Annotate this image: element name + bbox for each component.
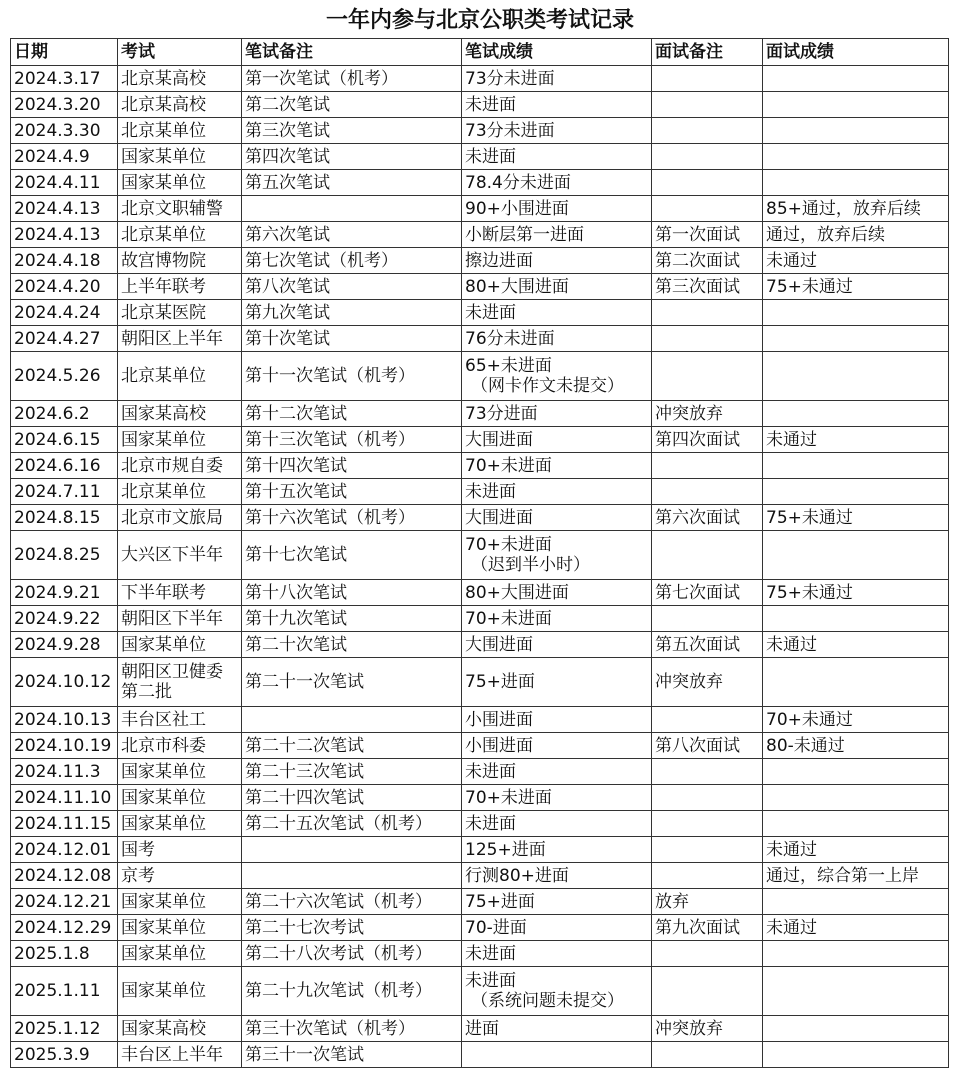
date-cell: 2024.11.10 — [11, 785, 118, 811]
interview-note-cell — [652, 811, 763, 837]
date-cell: 2024.10.12 — [11, 658, 118, 707]
exam-cell: 国家某单位 — [118, 170, 242, 196]
written-score-cell: 小围进面 — [462, 733, 652, 759]
interview-score-cell: 未通过 — [763, 837, 949, 863]
written-score-cell: 未进面 — [462, 811, 652, 837]
interview-score-cell — [763, 531, 949, 580]
interview-score-cell — [763, 658, 949, 707]
exam-cell: 国家某单位 — [118, 811, 242, 837]
interview-note-cell — [652, 352, 763, 401]
interview-score-cell — [763, 401, 949, 427]
table-row — [11, 453, 949, 479]
written-score-cell: 80+大围进面 — [462, 274, 652, 300]
table-row — [11, 632, 949, 658]
exam-cell: 国家某单位 — [118, 144, 242, 170]
exam-cell: 国家某单位 — [118, 941, 242, 967]
interview-score-cell — [763, 889, 949, 915]
interview-score-cell: 80-未通过 — [763, 733, 949, 759]
written-score-cell: 大围进面 — [462, 632, 652, 658]
exam-cell: 国家某单位 — [118, 785, 242, 811]
interview-note-cell: 冲突放弃 — [652, 1016, 763, 1042]
written-score-cell: 大围进面 — [462, 505, 652, 531]
table-header-row — [11, 39, 949, 66]
date-cell: 2024.3.20 — [11, 92, 118, 118]
written-note-cell: 第二十五次笔试（机考） — [242, 811, 462, 837]
exam-cell: 国家某高校 — [118, 401, 242, 427]
table-row — [11, 352, 949, 401]
table-row — [11, 222, 949, 248]
table-row — [11, 274, 949, 300]
written-score-cell: 进面 — [462, 1016, 652, 1042]
written-note-cell — [242, 863, 462, 889]
written-score-cell: 未进面 — [462, 759, 652, 785]
interview-score-cell — [763, 967, 949, 1016]
exam-cell: 北京某单位 — [118, 479, 242, 505]
written-note-cell — [242, 196, 462, 222]
date-cell: 2024.9.22 — [11, 606, 118, 632]
exam-cell: 北京某单位 — [118, 118, 242, 144]
table-row — [11, 326, 949, 352]
table-row — [11, 759, 949, 785]
date-cell: 2024.4.11 — [11, 170, 118, 196]
written-note-cell: 第二十三次笔试 — [242, 759, 462, 785]
exam-cell: 大兴区下半年 — [118, 531, 242, 580]
exam-cell: 丰台区社工 — [118, 707, 242, 733]
table-row — [11, 401, 949, 427]
exam-cell: 国家某单位 — [118, 889, 242, 915]
interview-note-cell: 冲突放弃 — [652, 401, 763, 427]
exam-cell: 上半年联考 — [118, 274, 242, 300]
exam-cell: 国家某单位 — [118, 632, 242, 658]
table-row — [11, 1042, 949, 1068]
date-cell: 2024.7.11 — [11, 479, 118, 505]
interview-score-cell: 未通过 — [763, 248, 949, 274]
date-cell: 2024.9.28 — [11, 632, 118, 658]
date-cell: 2024.12.01 — [11, 837, 118, 863]
interview-score-cell: 未通过 — [763, 427, 949, 453]
interview-score-cell — [763, 1042, 949, 1068]
date-cell: 2024.3.30 — [11, 118, 118, 144]
date-cell: 2024.11.3 — [11, 759, 118, 785]
interview-score-cell — [763, 759, 949, 785]
exam-cell: 故宫博物院 — [118, 248, 242, 274]
interview-note-cell: 第九次面试 — [652, 915, 763, 941]
interview-note-cell — [652, 66, 763, 92]
written-score-cell: 小断层第一进面 — [462, 222, 652, 248]
table-row — [11, 733, 949, 759]
date-cell: 2024.12.29 — [11, 915, 118, 941]
table-row — [11, 915, 949, 941]
header-interview-note: 面试备注 — [652, 39, 763, 66]
written-score-cell: 78.4分未进面 — [462, 170, 652, 196]
date-cell: 2024.6.15 — [11, 427, 118, 453]
written-note-cell: 第三十一次笔试 — [242, 1042, 462, 1068]
interview-score-cell — [763, 811, 949, 837]
exam-cell: 北京市科委 — [118, 733, 242, 759]
interview-note-cell — [652, 170, 763, 196]
table-row — [11, 505, 949, 531]
written-score-cell: 行测80+进面 — [462, 863, 652, 889]
interview-note-cell — [652, 144, 763, 170]
written-score-cell: 125+进面 — [462, 837, 652, 863]
written-score-cell: 大围进面 — [462, 427, 652, 453]
exam-cell: 北京某单位 — [118, 222, 242, 248]
interview-note-cell — [652, 300, 763, 326]
written-note-cell: 第二十一次笔试 — [242, 658, 462, 707]
interview-note-cell — [652, 837, 763, 863]
written-score-cell: 未进面 — [462, 941, 652, 967]
interview-note-cell — [652, 941, 763, 967]
table-row — [11, 248, 949, 274]
interview-note-cell: 第二次面试 — [652, 248, 763, 274]
table-row — [11, 863, 949, 889]
interview-score-cell — [763, 453, 949, 479]
written-note-cell: 第十二次笔试 — [242, 401, 462, 427]
exam-cell: 国家某单位 — [118, 759, 242, 785]
date-cell: 2024.4.20 — [11, 274, 118, 300]
exam-cell: 丰台区上半年 — [118, 1042, 242, 1068]
written-note-cell: 第五次笔试 — [242, 170, 462, 196]
interview-score-cell: 85+通过，放弃后续 — [763, 196, 949, 222]
table-row — [11, 837, 949, 863]
interview-score-cell — [763, 941, 949, 967]
header-interview-score: 面试成绩 — [763, 39, 949, 66]
interview-score-cell — [763, 785, 949, 811]
written-score-cell: 未进面 — [462, 92, 652, 118]
written-score-cell: 75+进面 — [462, 658, 652, 707]
written-score-cell: 擦边进面 — [462, 248, 652, 274]
interview-note-cell: 第八次面试 — [652, 733, 763, 759]
written-score-cell — [462, 531, 652, 580]
header-written-note: 笔试备注 — [242, 39, 462, 66]
exam-cell: 北京某高校 — [118, 66, 242, 92]
written-score-cell: 70+未进面 — [462, 453, 652, 479]
interview-note-cell — [652, 606, 763, 632]
table-row — [11, 144, 949, 170]
interview-score-cell: 75+未通过 — [763, 580, 949, 606]
exam-cell: 北京市规自委 — [118, 453, 242, 479]
interview-note-cell — [652, 531, 763, 580]
table-row — [11, 196, 949, 222]
table-row — [11, 479, 949, 505]
written-note-cell: 第十四次笔试 — [242, 453, 462, 479]
date-cell: 2024.8.15 — [11, 505, 118, 531]
written-score-cell: 73分未进面 — [462, 66, 652, 92]
exam-cell: 国家某高校 — [118, 1016, 242, 1042]
written-note-cell: 第一次笔试（机考） — [242, 66, 462, 92]
written-score-cell: 80+大围进面 — [462, 580, 652, 606]
interview-score-cell: 通过，综合第一上岸 — [763, 863, 949, 889]
interview-note-cell: 第四次面试 — [652, 427, 763, 453]
exam-cell: 国家某单位 — [118, 967, 242, 1016]
table-row — [11, 580, 949, 606]
written-score-cell: 未进面 — [462, 144, 652, 170]
date-cell: 2024.9.21 — [11, 580, 118, 606]
table-row — [11, 785, 949, 811]
written-score-cell — [462, 967, 652, 1016]
interview-note-cell — [652, 453, 763, 479]
date-cell: 2024.6.2 — [11, 401, 118, 427]
date-cell: 2024.5.26 — [11, 352, 118, 401]
score-note: （迟到半小时） — [471, 555, 590, 575]
written-note-cell: 第二十七次考试 — [242, 915, 462, 941]
written-score-cell: 未进面 — [462, 479, 652, 505]
interview-note-cell — [652, 707, 763, 733]
date-cell: 2024.12.08 — [11, 863, 118, 889]
written-note-cell: 第二十九次笔试（机考） — [242, 967, 462, 1016]
written-score-cell: 70+未进面 — [462, 785, 652, 811]
written-note-cell: 第十五次笔试 — [242, 479, 462, 505]
table-row — [11, 811, 949, 837]
exam-cell: 朝阳区卫健委第二批 — [118, 658, 242, 707]
table-row — [11, 300, 949, 326]
written-score-cell: 75+进面 — [462, 889, 652, 915]
interview-note-cell: 第七次面试 — [652, 580, 763, 606]
exam-cell: 北京某高校 — [118, 92, 242, 118]
written-note-cell: 第二十二次笔试 — [242, 733, 462, 759]
table-row — [11, 941, 949, 967]
written-note-cell: 第十六次笔试（机考） — [242, 505, 462, 531]
written-note-cell: 第十三次笔试（机考） — [242, 427, 462, 453]
written-note-cell: 第四次笔试 — [242, 144, 462, 170]
written-note-cell: 第二十四次笔试 — [242, 785, 462, 811]
exam-cell: 国家某单位 — [118, 915, 242, 941]
table-row — [11, 427, 949, 453]
interview-note-cell: 第三次面试 — [652, 274, 763, 300]
written-note-cell — [242, 837, 462, 863]
table-row — [11, 92, 949, 118]
exam-cell: 北京某医院 — [118, 300, 242, 326]
interview-score-cell — [763, 352, 949, 401]
interview-note-cell: 第一次面试 — [652, 222, 763, 248]
written-note-cell: 第二次笔试 — [242, 92, 462, 118]
interview-note-cell — [652, 196, 763, 222]
header-date: 日期 — [11, 39, 118, 66]
date-cell: 2024.11.15 — [11, 811, 118, 837]
written-score-cell: 70+未进面 — [462, 606, 652, 632]
written-note-cell: 第三次笔试 — [242, 118, 462, 144]
written-note-cell: 第三十次笔试（机考） — [242, 1016, 462, 1042]
interview-note-cell — [652, 326, 763, 352]
page-title: 一年内参与北京公职类考试记录 — [325, 8, 634, 33]
interview-note-cell — [652, 479, 763, 505]
table-row — [11, 118, 949, 144]
written-score-cell — [462, 352, 652, 401]
interview-note-cell — [652, 118, 763, 144]
exam-cell: 朝阳区上半年 — [118, 326, 242, 352]
score-text: 65+未进面 — [465, 356, 552, 376]
table-row — [11, 606, 949, 632]
written-score-cell: 73分未进面 — [462, 118, 652, 144]
written-score-cell: 70-进面 — [462, 915, 652, 941]
interview-note-cell — [652, 967, 763, 1016]
date-cell: 2025.1.11 — [11, 967, 118, 1016]
written-score-cell: 90+小围进面 — [462, 196, 652, 222]
exam-cell: 北京市文旅局 — [118, 505, 242, 531]
interview-score-cell: 未通过 — [763, 915, 949, 941]
table-row — [11, 66, 949, 92]
interview-score-cell: 通过，放弃后续 — [763, 222, 949, 248]
written-note-cell: 第二十次笔试 — [242, 632, 462, 658]
table-row — [11, 967, 949, 1016]
table-row — [11, 889, 949, 915]
date-cell: 2024.4.13 — [11, 196, 118, 222]
exam-cell: 北京某单位 — [118, 352, 242, 401]
exam-cell: 京考 — [118, 863, 242, 889]
interview-note-cell — [652, 1042, 763, 1068]
interview-note-cell — [652, 759, 763, 785]
interview-note-cell: 放弃 — [652, 889, 763, 915]
written-score-cell: 小围进面 — [462, 707, 652, 733]
score-text: 未进面 — [465, 971, 516, 991]
header-written-score: 笔试成绩 — [462, 39, 652, 66]
interview-note-cell — [652, 785, 763, 811]
interview-score-cell: 70+未通过 — [763, 707, 949, 733]
table-row — [11, 531, 949, 580]
interview-score-cell — [763, 606, 949, 632]
score-note: （系统问题未提交） — [471, 991, 624, 1011]
table-row — [11, 170, 949, 196]
header-exam: 考试 — [118, 39, 242, 66]
written-score-cell: 76分未进面 — [462, 326, 652, 352]
date-cell: 2025.3.9 — [11, 1042, 118, 1068]
interview-note-cell — [652, 92, 763, 118]
interview-score-cell — [763, 66, 949, 92]
interview-note-cell: 冲突放弃 — [652, 658, 763, 707]
score-text: 70+未进面 — [465, 535, 552, 555]
exam-record-table — [10, 38, 949, 1068]
interview-score-cell — [763, 326, 949, 352]
exam-cell: 朝阳区下半年 — [118, 606, 242, 632]
date-cell: 2024.3.17 — [11, 66, 118, 92]
date-cell: 2025.1.8 — [11, 941, 118, 967]
date-cell: 2025.1.12 — [11, 1016, 118, 1042]
interview-score-cell — [763, 300, 949, 326]
interview-score-cell: 75+未通过 — [763, 274, 949, 300]
written-note-cell: 第十七次笔试 — [242, 531, 462, 580]
table-row — [11, 707, 949, 733]
interview-score-cell — [763, 118, 949, 144]
interview-score-cell — [763, 92, 949, 118]
interview-note-cell: 第五次面试 — [652, 632, 763, 658]
date-cell: 2024.4.18 — [11, 248, 118, 274]
interview-score-cell — [763, 1016, 949, 1042]
interview-score-cell: 未通过 — [763, 632, 949, 658]
date-cell: 2024.8.25 — [11, 531, 118, 580]
date-cell: 2024.4.13 — [11, 222, 118, 248]
table-body — [11, 66, 949, 1068]
date-cell: 2024.6.16 — [11, 453, 118, 479]
exam-cell: 国考 — [118, 837, 242, 863]
written-note-cell: 第十次笔试 — [242, 326, 462, 352]
written-note-cell: 第八次笔试 — [242, 274, 462, 300]
exam-cell: 国家某单位 — [118, 427, 242, 453]
date-cell: 2024.4.9 — [11, 144, 118, 170]
written-note-cell: 第二十六次笔试（机考） — [242, 889, 462, 915]
exam-cell: 北京文职辅警 — [118, 196, 242, 222]
interview-note-cell — [652, 863, 763, 889]
date-cell: 2024.10.13 — [11, 707, 118, 733]
interview-score-cell — [763, 144, 949, 170]
date-cell: 2024.10.19 — [11, 733, 118, 759]
interview-note-cell: 第六次面试 — [652, 505, 763, 531]
score-note: （网卡作文未提交） — [471, 376, 624, 396]
interview-score-cell: 75+未通过 — [763, 505, 949, 531]
written-note-cell: 第十九次笔试 — [242, 606, 462, 632]
date-cell: 2024.12.21 — [11, 889, 118, 915]
written-note-cell: 第十一次笔试（机考） — [242, 352, 462, 401]
written-note-cell: 第六次笔试 — [242, 222, 462, 248]
written-note-cell: 第二十八次考试（机考） — [242, 941, 462, 967]
interview-score-cell — [763, 479, 949, 505]
written-note-cell: 第七次笔试（机考） — [242, 248, 462, 274]
date-cell: 2024.4.27 — [11, 326, 118, 352]
written-score-cell: 未进面 — [462, 300, 652, 326]
written-note-cell: 第十八次笔试 — [242, 580, 462, 606]
written-score-cell: 73分进面 — [462, 401, 652, 427]
written-note-cell: 第九次笔试 — [242, 300, 462, 326]
date-cell: 2024.4.24 — [11, 300, 118, 326]
written-score-cell — [462, 1042, 652, 1068]
interview-score-cell — [763, 170, 949, 196]
table-row — [11, 1016, 949, 1042]
written-note-cell — [242, 707, 462, 733]
exam-cell: 下半年联考 — [118, 580, 242, 606]
table-row — [11, 658, 949, 707]
